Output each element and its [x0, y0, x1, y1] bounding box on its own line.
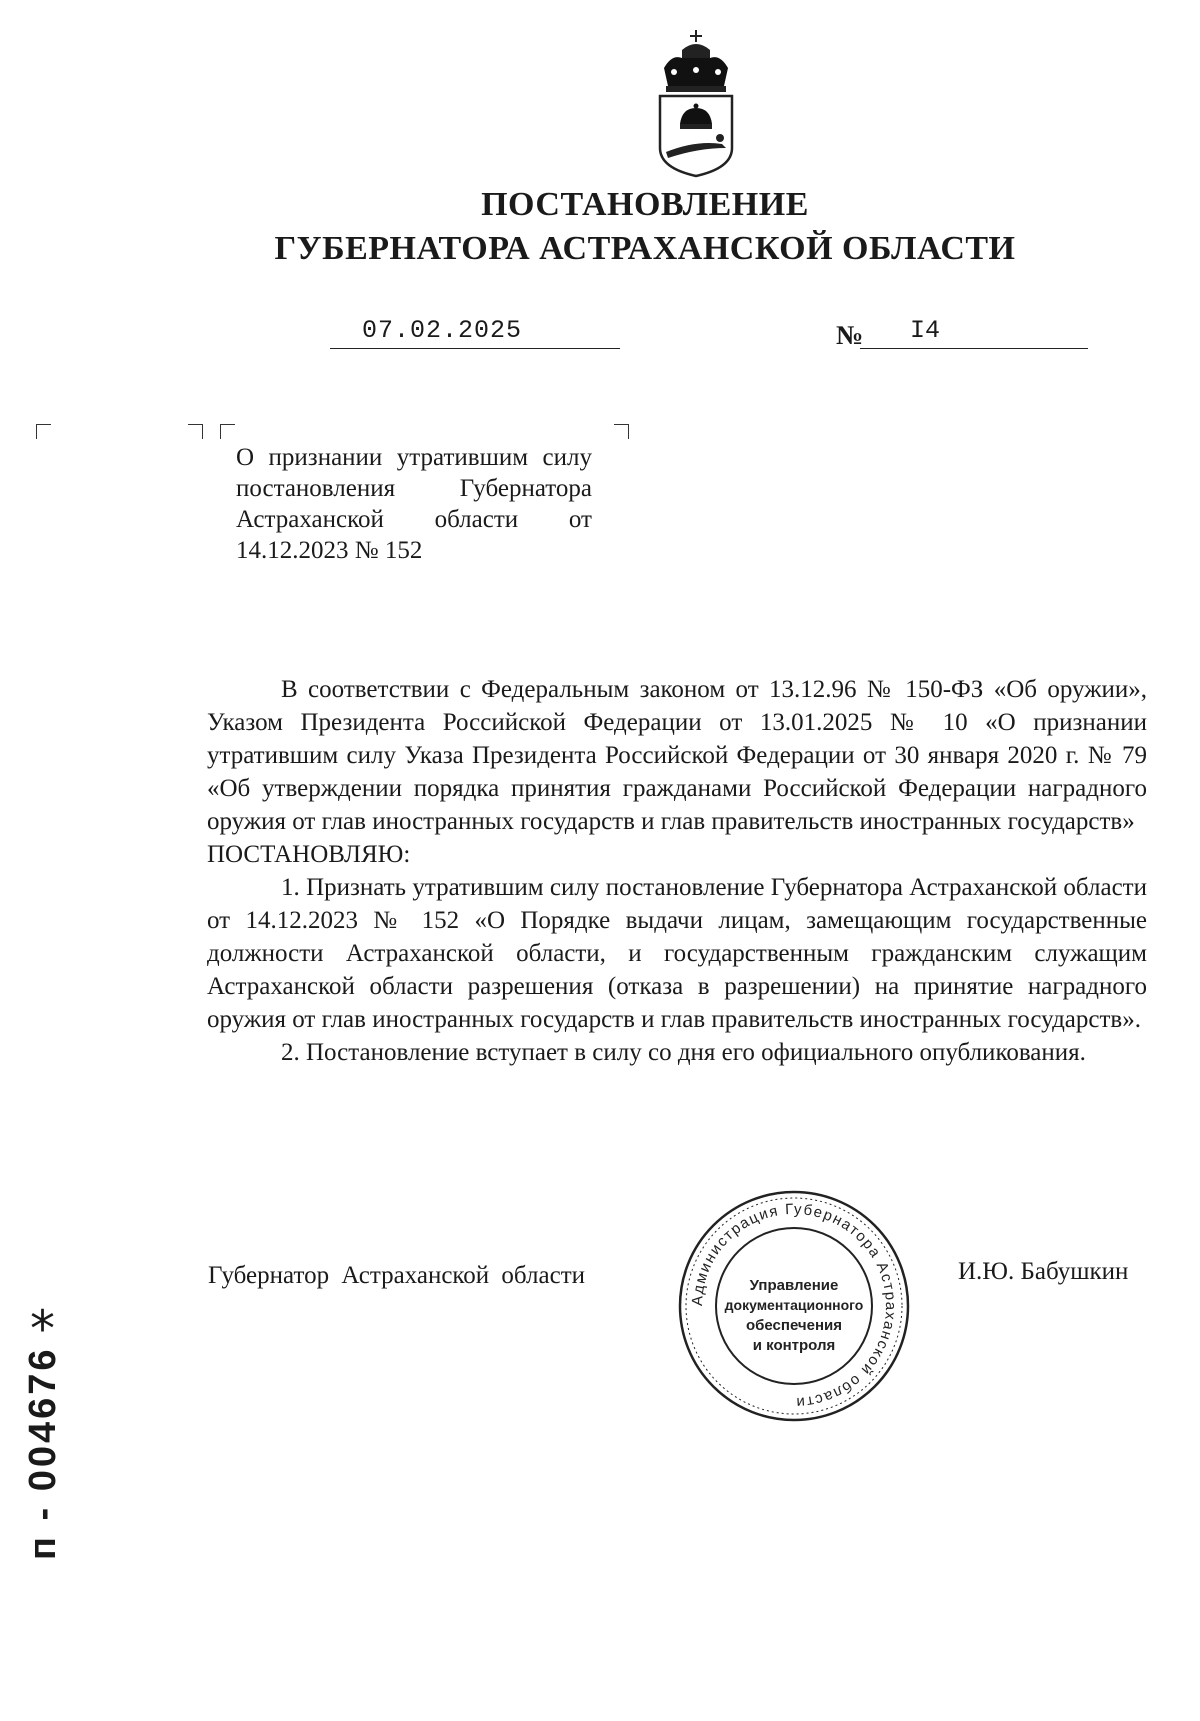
svg-text:и контроля: и контроля: [752, 1337, 836, 1354]
svg-text:Управление: Управление: [749, 1277, 839, 1294]
doc-body: [207, 673, 1147, 1069]
item-1-paragraph: 1. Признать утратившим силу постановление Губернатора Астраханской области от 14.12.2023 № 152 «О Порядке выдачи лицам, замещающим государственные должности Астраханской области, и государственным гражданским служащим Астраханской области разрешения (отказа в разрешении) на принятие наградного оружия от глав иностранных государств и глав правительств иностранных государств».: [207, 874, 1147, 1033]
corner-mark: [188, 424, 203, 439]
coat-of-arms-icon: [652, 28, 740, 178]
date-underline: [330, 348, 620, 349]
decree-word: ПОСТАНОВЛЯЮ:: [207, 841, 411, 868]
serial-number: п - 004676: [22, 1346, 64, 1560]
doc-title-line1: ПОСТАНОВЛЕНИЕ: [481, 186, 809, 223]
corner-mark: [36, 424, 51, 439]
svg-text:Администрация Губернатора Астр: Администрация Губернатора Астраханской области: [688, 1200, 900, 1412]
number-label: №: [836, 320, 864, 350]
doc-subject: О признании утратившим силу постановления Губернатора Астраханской области от 14.12.2023 № 152: [236, 444, 592, 564]
signer-name: И.Ю. Бабушкин: [958, 1258, 1129, 1285]
item-2-paragraph: 2. Постановление вступает в силу со дня его официального опубликования.: [281, 1039, 1086, 1066]
signer-position: Губернатор Астраханской области: [208, 1262, 586, 1289]
svg-text:документационного: документационного: [724, 1297, 864, 1313]
doc-date: 07.02.2025: [362, 316, 523, 345]
doc-title-line2: ГУБЕРНАТОРА АСТРАХАНСКОЙ ОБЛАСТИ: [274, 230, 1016, 267]
corner-mark: [220, 424, 235, 439]
number-underline: [860, 348, 1088, 349]
margin-asterisk: *: [30, 1300, 55, 1358]
doc-number: I4: [910, 316, 941, 345]
preamble-paragraph: В соответствии с Федеральным законом от 13.12.96 № 150-ФЗ «Об оружии», Указом Президента Российской Федерации от 13.01.2025 № 10 «О признании утратившим силу Указа Президента Российской Федерации от 30 января 2020 г. № 79 «Об утверждении порядка принятия гражданами Российской Федерации наградного оружия от глав иностранных государств и глав правительств иностранных государств»: [207, 676, 1147, 835]
corner-mark: [614, 424, 629, 439]
svg-text:обеспечения: обеспечения: [745, 1317, 843, 1334]
official-seal-icon: [676, 1188, 912, 1424]
